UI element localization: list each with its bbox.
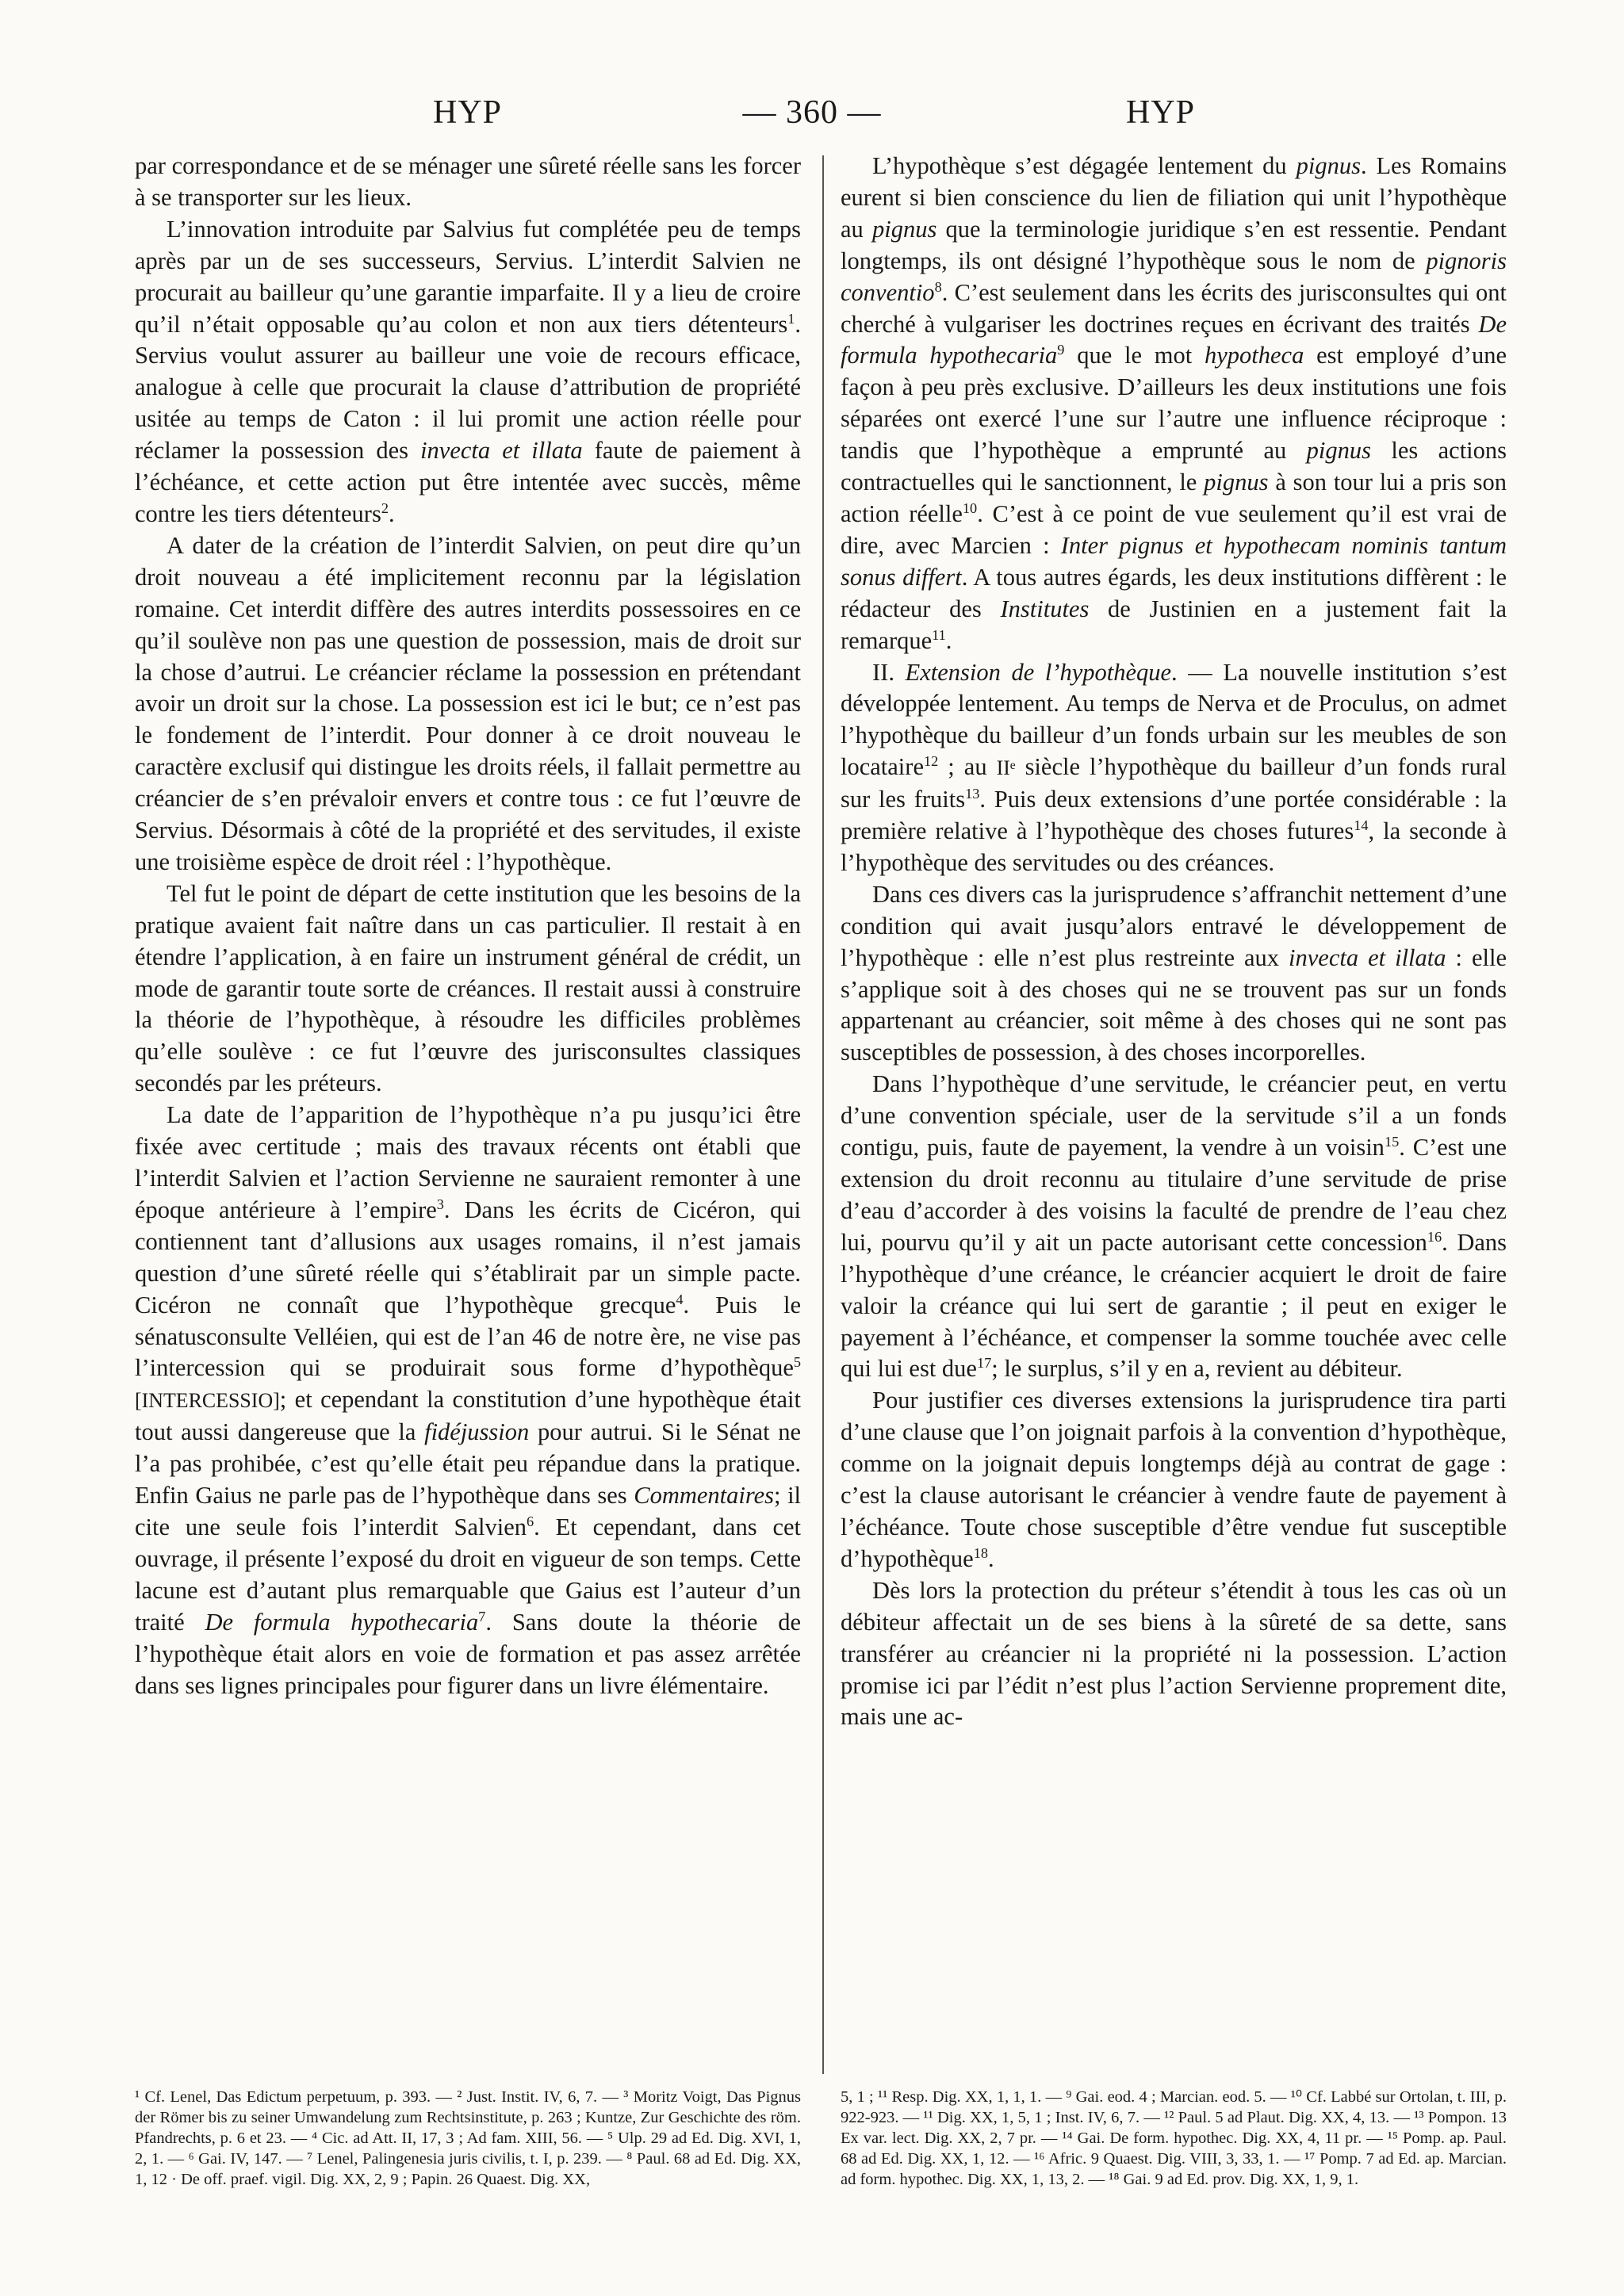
- header-left: HYP: [433, 94, 503, 131]
- paragraph: A dater de la création de l’interdit Salvien, on peut dire qu’un droit nouveau a été implicitement reconnu par la législation romaine. Cet interdit diffère des autres interdits possessoires en ce qu’il soulève non pas une question de possession, mais de droit sur la chose d’autrui. Le créancier réclame la possession en prétendant avoir un droit sur la chose. La possession est ici le but; ce n’est pas le fondement de l’interdit. Pour donner à ce droit nouveau le caractère exclusif qui distingue les droits réels, il fallait permettre au créancier de s’en prévaloir envers et contre tous : ce fut l’œuvre de Servius. Désormais à côté de la propriété et des servitudes, il existe une troisième espèce de droit réel : l’hypothèque.: [135, 531, 801, 875]
- paragraph: II. Extension de l’hypothèque. — La nouvelle institution s’est développée lentement. Au temps de Nerva et de Proculus, on admet l’hypothèque du bailleur d’un fonds urbain sur les meubles de son locataire$^{12}$ ; au IIᵉ siècle l’hypothèque du bailleur d’un fonds rural sur les fruits$^{13}$. Puis deux extensions d’une portée considérable : la première relative à l’hypothèque des choses futures$^{14}$, la seconde à l’hypothèque des servitudes ou des créances.: [841, 658, 1507, 876]
- paragraph: Pour justifier ces diverses extensions la jurisprudence tira parti d’une clause que l’on joignait parfois à la convention d’hypothèque, comme on la joignait depuis longtemps déjà au contrat de gage : c’est la clause autorisant le créancier à vendre faute de payement à l’échéance. Toute chose susceptible d’être vendue fut susceptible d’hypothèque$^{18}$.: [841, 1387, 1507, 1572]
- paragraph: Dans l’hypothèque d’une servitude, le créancier peut, en vertu d’une convention spéciale, user de la servitude s’il a un fonds contigu, puis, faute de payement, la vendre à un voisin$^{15}$. C’est une extension du droit reconnu au titulaire d’une servitude de prise d’eau d’accorder à des voisins la faculté de prendre de l’eau chez lui, pourvu qu’il y ait un pacte autorisant cette concession$^{16}$. Dans l’hypothèque d’une créance, le créancier acquiert le droit de faire valoir la créance qui lui sert de garantie ; il peut en exiger le payement à l’échéance, et compenser la somme touchée avec celle qui lui est due$^{17}$; le surplus, s’il y en a, revient au débiteur.: [841, 1070, 1507, 1383]
- running-header: [0, 94, 1624, 141]
- left-column: [135, 151, 801, 1701]
- paragraph: La date de l’apparition de l’hypothèque n’a pu jusqu’ici être fixée avec certitude ; mais des travaux récents ont établi que l’interdit Salvien et l’action Servienne ne sauraient remonter à une époque antérieure à l’empire$^3$. Dans les écrits de Cicéron, qui contiennent tant d’allusions aux usages romains, il n’est jamais question d’une sûreté réelle qui s’établirait par un simple pacte. Cicéron ne connaît que l’hypothèque grecque$^4$. Puis le sénatusconsulte Velléien, qui est de l’an 46 de notre ère, ne vise pas l’intercession qui se produirait sous forme d’hypothèque$^5$ [INTERCESSIO]; et cependant la constitution d’une hypothèque était tout aussi dangereuse que la fidéjussion pour autrui. Si le Sénat ne l’a pas prohibée, c’est qu’elle était peu répandue dans la pratique. Enfin Gaius ne parle pas de l’hypothèque dans ses Commentaires; il cite une seule fois l’interdit Salvien$^6$. Et cependant, dans cet ouvrage, il présente l’exposé du droit en vigueur de son temps. Cette lacune est d’autant plus remarquable que Gaius est l’auteur d’un traité De formula hypothecaria$^7$. Sans doute la théorie de l’hypothèque était alors en voie de formation et pas assez arrêtée dans ses lignes principales pour figurer dans un livre élémentaire.: [135, 1101, 802, 1699]
- footnotes-left: [135, 2087, 801, 2190]
- right-column: [841, 151, 1507, 1733]
- paragraph: Tel fut le point de départ de cette institution que les besoins de la pratique avaient fait naître dans un cas particulier. Il restait à en étendre l’application, à en faire un instrument général de crédit, un mode de garantir toute sorte de créances. Il restait aussi à construire la théorie de l’hypothèque, à résoudre les difficiles problèmes qu’elle soulève : ce fut l’œuvre des jurisconsultes classiques secondés par les préteurs.: [135, 879, 801, 1097]
- paragraph: L’innovation introduite par Salvius fut complétée peu de temps après par un de ses successeurs, Servius. L’interdit Salvien ne procurait au bailleur qu’une garantie imparfaite. Il y a lieu de croire qu’il n’était opposable qu’au colon et non aux tiers détenteurs$^1$. Servius voulut assurer au bailleur une voie de recours efficace, analogue à celle que procurait la clause d’attribution de propriété usitée au temps de Caton : il lui promit une action réelle pour réclamer la possession des invecta et illata faute de paiement à l’échéance, et cette action put être intentée avec succès, même contre les tiers détenteurs$^2$.: [135, 215, 801, 527]
- footnotes-right: [841, 2087, 1507, 2190]
- paragraph: par correspondance et de se ménager une sûreté réelle sans les forcer à se transporter sur les lieux.: [135, 152, 801, 211]
- paragraph: Dès lors la protection du préteur s’étendit à tous les cas où un débiteur affectait un de ses biens à la sûreté de sa dette, sans transférer au créancier ni la propriété ni la possession. L’action promise ici par l’édit n’est plus l’action Servienne proprement dite, mais une ac-: [841, 1576, 1507, 1731]
- paragraph: Dans ces divers cas la jurisprudence s’affranchit nettement d’une condition qui avait jusqu’alors entravé le développement de l’hypothèque : elle n’est plus restreinte aux invecta et illata : elle s’applique soit à des choses qui ne se trouvent pas sur un fonds appartenant au créancier, soit même à des choses qui ne sont pas susceptibles de possession, à des choses incorporelles.: [841, 880, 1507, 1066]
- header-right: HYP: [1126, 94, 1196, 131]
- footnote-text: 5, 1 ; ¹¹ Resp. Dig. XX, 1, 1, 1. — ⁹ Gai. eod. 4 ; Marcian. eod. 5. — ¹⁰ Cf. Labbé sur Ortolan, t. III, p. 922-923. — ¹¹ Dig. XX, 1, 5, 1 ; Inst. IV, 6, 7. — ¹² Paul. 5 ad Plaut. Dig. XX, 4, 13. — ¹³ Pompon. 13 Ex var. lect. Dig. XX, 2, 7 pr. — ¹⁴ Gai. De form. hypothec. Dig. XX, 4, 11 pr. — ¹⁵ Pomp. ap. Paul. 68 ad Ed. Dig. XX, 1, 12. — ¹⁶ Afric. 9 Quaest. Dig. VIII, 3, 33, 1. — ¹⁷ Pomp. 7 ad Ed. ap. Marcian. ad form. hypothec. Dig. XX, 1, 13, 2. — ¹⁸ Gai. 9 ad Ed. prov. Dig. XX, 1, 9, 1.: [841, 2088, 1507, 2188]
- column-divider: [822, 155, 824, 2074]
- page-number: — 360 —: [742, 94, 882, 131]
- footnote-text: ¹ Cf. Lenel, Das Edictum perpetuum, p. 393. — ² Just. Instit. IV, 6, 7. — ³ Moritz Voigt, Das Pignus der Römer bis zu seiner Umwandelung zum Rechtsinstitute, p. 263 ; Kuntze, Zur Geschichte des röm. Pfandrechts, p. 6 et 23. — ⁴ Cic. ad Att. II, 17, 3 ; Ad fam. XIII, 56. — ⁵ Ulp. 29 ad Ed. Dig. XVI, 1, 2, 1. — ⁶ Gai. IV, 147. — ⁷ Lenel, Palingenesia juris civilis, t. I, p. 239. — ⁸ Paul. 68 ad Ed. Dig. XX, 1, 12 · De off. praef. vigil. Dig. XX, 2, 9 ; Papin. 26 Quaest. Dig. XX,: [135, 2088, 801, 2188]
- paragraph: L’hypothèque s’est dégagée lentement du pignus. Les Romains eurent si bien conscience du lien de filiation qui unit l’hypothèque au pignus que la terminologie juridique s’en est ressentie. Pendant longtemps, ils ont désigné l’hypothèque sous le nom de pignoris conventio$^8$. C’est seulement dans les écrits des jurisconsultes qui ont cherché à vulgariser les doctrines reçues en écrivant des traités De formula hypothecaria$^9$ que le mot hypotheca est employé d’une façon à peu près exclusive. D’ailleurs les deux institutions une fois séparées ont exercé l’une sur l’autre une influence réciproque : tandis que l’hypothèque a emprunté au pignus les actions contractuelles qui le sanctionnent, le pignus à son tour lui a pris son action réelle$^{10}$. C’est à ce point de vue seulement qu’il est vrai de dire, avec Marcien : Inter pignus et hypothecam nominis tantum sonus differt. A tous autres égards, les deux institutions diffèrent : le rédacteur des Institutes de Justinien en a justement fait la remarque$^{11}$.: [841, 152, 1507, 654]
